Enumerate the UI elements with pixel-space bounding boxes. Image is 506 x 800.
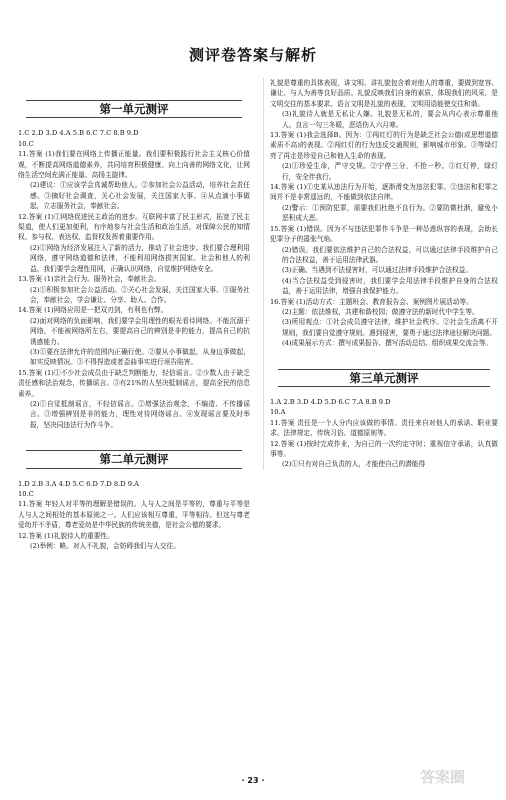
section-heading: 第二单元测评 xyxy=(26,450,242,468)
answer-paragraph: 10.C xyxy=(18,139,34,148)
answer-paragraph: (2)①珍爱生命，严守交规。②宁停三分，不抢一秒。③红灯停，绿灯行，安全伴我行。 xyxy=(282,162,498,181)
section-heading: 第一单元测评 xyxy=(26,100,242,118)
answer-paragraph: 15.答案 (1)错误。因为不与违法犯罪作斗争是一种怂恿纵容的表现，会助长犯罪分子的嚣张气焰。 xyxy=(270,224,498,244)
answer-paragraph: 14.答案 (1)①史某从违法行为开始，逐渐滑变为违法犯罪。②违法和犯罪之间并不是非常遥远的，不能做到依法自律。 xyxy=(270,183,498,202)
answer-paragraph: 10.A xyxy=(270,408,286,417)
answer-paragraph: 13.答案 (1)我会选择B。因为：①闯红灯的行为是缺乏社会公德(或思想道德素质不高)的表现。②闯红灯的行为违反交通规则，影响城市形象。③等绿灯亮了再走是珍爱自己和他人生命的表现。 xyxy=(270,131,498,160)
watermark-logo xyxy=(420,766,500,796)
answer-paragraph: (3)礼貌待人就是无私让人嫌。礼貌是无私的，要会从内心表示尊重他人。良言一句三冬暖，恶语伤人六月寒。 xyxy=(282,110,498,129)
answer-paragraph: 15.答案 (1)①不少社会成员由于缺乏判断能力，轻信谣言。②少数人由于缺乏责任感和法治观念，传播谣言。③有21%的人坚决抵制谣言，提高全民的信息素养。 xyxy=(18,368,250,398)
answer-paragraph: 1.A 2.B 3.D 4.D 5.D 6.C 7.A 8.B 9.D xyxy=(270,397,391,406)
section-heading: 第三单元测评 xyxy=(278,369,490,387)
answer-paragraph: (3)①要在法律允许的范围内正确行使。②要从小事做起，从身边事做起，如实反映情况。③不得捏造或者歪曲事实进行诬告陷害。 xyxy=(30,347,250,367)
answer-paragraph: 12.答案 (1)①网络促进民主政治的进步。互联网丰富了民主形式，拓宽了民主渠道，使人们更加便利，有序地参与社会生活和政治生活，对保障公民的知情权、参与权、表达权、监督权发挥着重要作用。 xyxy=(18,212,250,242)
answer-paragraph: (4)成果展示方式：撰写成果报告、撰写活动总结、组织成果交流会等。 xyxy=(282,339,493,348)
answer-paragraph: (4)当合法权益受到侵害时，我们要学会用法律手段维护自身的合法权益，善于运用法律，增强自我保护能力。 xyxy=(282,276,498,296)
page-title: 测评卷答案与解析 xyxy=(188,46,317,64)
answer-paragraph: 14.答案 (1)网络应用是一把双刃剑，有利也有弊。 xyxy=(18,306,168,315)
answer-paragraph: (2)面对网络的负面影响，我们要学会用理性的眼光看待网络。不能沉溺于网络，不能被网络所左右，要提高自己的辨别是非的能力，提高自己的抗诱惑能力。 xyxy=(30,316,250,346)
page-number: · 23 · xyxy=(241,776,265,785)
answer-paragraph: (2)主题：依法维权，共建和谐校园；做遵守法的新时代中学生等。 xyxy=(282,307,479,316)
answer-paragraph: (2)①网络为经济发展注入了新的活力，推动了社会进步。我们要合理利用网络，遵守网络道德和法律，不能利用网络损害国家、社会和他人的利益。我们要学会理性用网，正确认识网络，自觉维护网络安全。 xyxy=(30,243,250,273)
answer-paragraph: 11.答案 责任是一个人分内应该做的事情。责任来自对他人的承诺、职业要求、法律规定、传统习俗、道德原则等。 xyxy=(270,418,498,438)
answer-paragraph: 11.答案 (1)我们要在网络上传播正能量。我们要积极践行社会主义核心价值观，不断提高网络道德素养，共同培育积极健康、向上向善的网络文化，让网络生活空间充满正能量、高扬主旋律。 xyxy=(18,150,250,180)
answer-paragraph: (2)错误。我们要依法维护自己的合法权益，可以通过法律手段维护自己的合法权益，善于运用法律武器。 xyxy=(282,245,498,264)
watermark-text: 答案圈 xyxy=(420,768,466,786)
answer-paragraph: 1.C 2.D 3.D 4.A 5.B 6.C 7.C 8.B 9.D xyxy=(18,129,139,138)
answer-paragraph: 礼貌是尊重的具体表现，讲文明、讲礼貌包含着对他人的尊重，要做到宽容、谦让、与人为善等良好品质。礼貌反映我们自身的素质，体现我们的风采，是文明交往的基本要求。语言文明是礼貌的表现，文明用语能使交往和谐。 xyxy=(270,79,498,108)
answer-paragraph: 10.C xyxy=(18,490,34,498)
answer-paragraph: 16.答案 (1)活动方式：主题班会、教育报告会、案例图片展活动等。 xyxy=(270,297,473,306)
answer-paragraph: (2)警示：①预防犯罪，需要我们杜绝不良行为。②要防微杜渐，避免小恶积成大恶。 xyxy=(282,203,498,223)
answer-paragraph: (2)举例：略。对人不礼貌，会妨碍我们与人交往。 xyxy=(30,542,180,551)
answer-paragraph: (3)所用观点：①社会成员遵守法律，维护社会秩序。②社会生活离不开规则，我们要自觉遵守规则。遇到侵害，要勇于通过法律途径解决问题。 xyxy=(282,318,498,337)
answer-paragraph: (2)①只有对自己负责的人，才能使自己的潜能得 xyxy=(282,460,426,469)
answer-paragraph: 1.D 2.B 3.A 4.D 5.C 6.D 7.D 8.D 9.A xyxy=(18,479,139,488)
answer-paragraph: (2)①自觉抵制谣言，不轻信谣言。②增强法治观念，不编造、不传播谣言。③增强辨别是非的能力，理性对待网络谣言。④发现谣言要及时举报，坚决同违法行为作斗争。 xyxy=(30,399,250,429)
answer-paragraph: 12.答案 (1)礼貌待人的重要性。 xyxy=(18,531,114,540)
left-column xyxy=(18,80,250,551)
answer-paragraph: 12.答案 (1)按时完成作业，为自己的一次约定守时；重视信守承诺，认真做事等。 xyxy=(270,439,498,458)
answer-paragraph: (2)建议：①应该学会真诚帮助他人。②参加社会公益活动，培养社会责任感。③摘好社会调查，关心社会发展，关注国家大事。④从点滴小事做起，立志服务社会，奉献社会。 xyxy=(30,181,250,211)
right-column xyxy=(263,78,498,470)
answer-paragraph: 11.答案 年轻人对平等的理解是错误的。人与人之间是平等的，尊重与平等是人与人之间相处的基本原则之一。人们应该相互尊重，平等相待。但这与尊老爱幼并不矛盾，尊老爱幼是中华民族的传统美德，是社会公德的要求。 xyxy=(18,500,250,530)
answer-paragraph: (2)①积极参加社会公益活动。②关心社会发展，关注国家大事。③服务社会，奉献社会，学会谦让、分享、助人、合作。 xyxy=(30,285,250,304)
answer-paragraph: (3)正确。当遇到不法侵害时，可以通过法律手段维护合法权益。 xyxy=(282,266,473,275)
answer-paragraph: 13.答案 (1)亲社会行为。服务社会，奉献社会。 xyxy=(18,275,161,284)
